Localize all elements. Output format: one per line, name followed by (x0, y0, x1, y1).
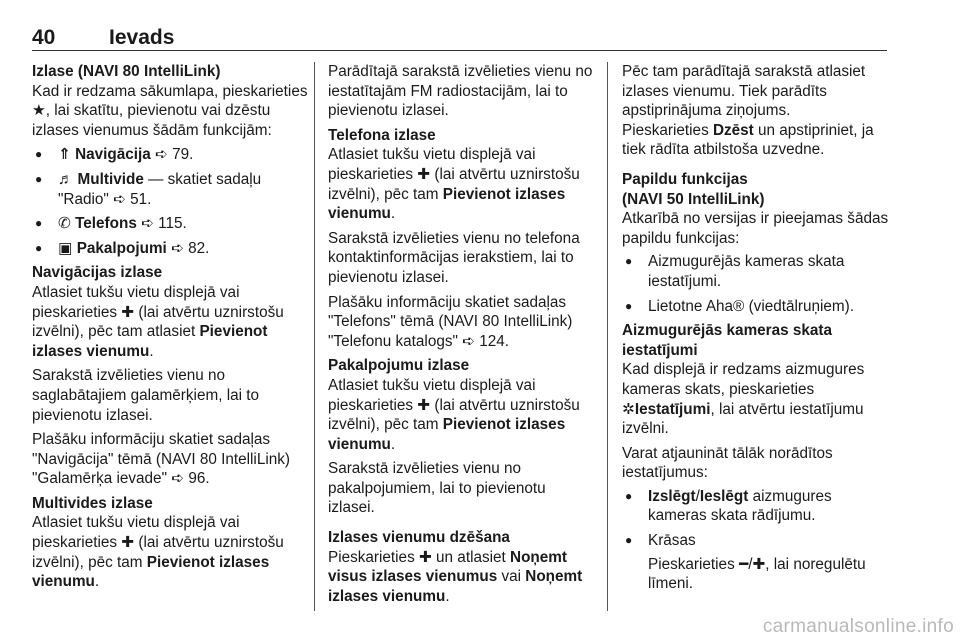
section-title-extra-1: Papildu funkcijas (622, 170, 748, 188)
list-item: ● Izslēgt/Ieslēgt aizmugures kameras skata rādījumu. (622, 487, 892, 526)
plus-icon: ✚ (121, 303, 135, 321)
confirm-paragraph-1: Pēc tam parādītajā sarakstā atlasiet izlases vienumu. Tiek parādīts apstiprinājuma ziņojums. (622, 63, 866, 120)
section-title-phone: Telefona izlase (328, 126, 436, 144)
section-title-camera-1: Aizmugurējās kameras skata (622, 322, 833, 340)
navigation-paragraph-2: Sarakstā izvēlieties vienu no saglabātajiem galamērķiem, lai to pievienotu izlasei. (32, 367, 260, 424)
camera-list (622, 487, 892, 594)
page-number: 40 (32, 26, 56, 49)
plus-icon: ✚ (752, 555, 766, 573)
plus-icon: ✚ (417, 396, 431, 414)
navigation-icon: ⇑ (58, 146, 71, 164)
page-header (32, 26, 887, 52)
navigation-paragraph-1: Atlasiet tukšu vietu displejā vai pieskarieties ✚ (lai atvērtu uznirstošu izvēlni), pēc tam atlasiet Pievienot izlases vienumu. (32, 283, 284, 360)
phone-icon: ✆ (58, 215, 71, 233)
column-1 (32, 62, 308, 592)
section-title-multimedia: Multivides izlase (32, 494, 153, 512)
minus-icon: ━ (738, 555, 749, 573)
watermark: carmanualsonline.info (762, 616, 954, 637)
column-2 (328, 62, 596, 606)
list-item: ● ♬ Multivide — skatiet sadaļu "Radio" ➪ 51. (32, 170, 308, 209)
column-3 (622, 62, 892, 599)
list-item: ● Krāsas Pieskarieties ━/✚, lai noregulētu līmeni. (622, 531, 892, 594)
delete-paragraph: Pieskarieties ✚ un atlasiet Noņemt visus izlases vienumus vai Noņemt izlases vienumu. (328, 548, 583, 605)
section-title-services: Pakalpojumu izlase (328, 357, 470, 375)
plus-icon: ✚ (417, 165, 431, 183)
section-title-navigation: Navigācijas izlase (32, 264, 163, 282)
phone-paragraph-3: Plašāku informāciju skatiet sadaļas "Telefons" tēmā (NAVI 80 IntelliLink) "Telefonu katalogs" ➪ 124. (328, 293, 573, 350)
list-item: ● Lietotne Aha® (viedtālruņiem). (622, 297, 892, 317)
services-paragraph-2: Sarakstā izvēlieties vienu no pakalpojumiem, lai to pievienotu izlasei. (328, 460, 546, 517)
extra-list (622, 252, 892, 316)
column-divider-1 (314, 62, 315, 611)
section-title-camera-2: iestatījumi (622, 341, 698, 359)
page-title: Ievads (109, 26, 175, 49)
services-icon: ▣ (58, 239, 73, 257)
gear-icon: ✲ (622, 400, 635, 418)
navigation-paragraph-3: Plašāku informāciju skatiet sadaļas "Navigācija" tēmā (NAVI 80 IntelliLink) "Galamērķa ievade" ➪ 96. (32, 431, 290, 488)
services-paragraph-1: Atlasiet tukšu vietu displejā vai pieskarieties ✚ (lai atvērtu uznirstošu izvēlni), pēc tam Pievienot izlases vienumu. (328, 376, 580, 453)
plus-icon: ✚ (418, 548, 432, 566)
phone-paragraph-2: Sarakstā izvēlieties vienu no telefona kontaktinformācijas ierakstiem, lai to pievienotu izlasei. (328, 229, 580, 286)
radio-paragraph: Parādītajā sarakstā izvēlieties vienu no iestatītajām FM radiostacijām, lai to pievienotu izlasei. (328, 63, 593, 120)
section-title-delete: Izlases vienumu dzēšana (328, 529, 510, 547)
list-item: ● ▣ Pakalpojumi ➪ 82. (32, 239, 308, 259)
extra-paragraph: Atkarībā no versijas ir pieejamas šādas papildu funkcijas: (622, 210, 889, 247)
section-title-extra-2: (NAVI 50 IntelliLink) (622, 190, 765, 208)
header-divider (32, 50, 887, 51)
multimedia-paragraph-1: Atlasiet tukšu vietu displejā vai pieskarieties ✚ (lai atvērtu uznirstošu izvēlni), pēc tam Pievienot izlases vienumu. (32, 514, 284, 591)
camera-paragraph-2: Varat atjaunināt tālāk norādītos iestatījumus: (622, 444, 833, 482)
camera-paragraph-1: Kad displejā ir redzams aizmugures kameras skats, pieskarieties ✲Iestatījumi, lai atvērtu iestatījumu izvēlni. (622, 361, 865, 438)
section-title-favorites: Izlase (NAVI 80 IntelliLink) (32, 63, 221, 80)
multimedia-icon: ♬ (58, 170, 74, 188)
favorites-list (32, 145, 308, 258)
phone-paragraph-1: Atlasiet tukšu vietu displejā vai pieskarieties ✚ (lai atvērtu uznirstošu izvēlni), pēc tam Pievienot izlases vienumu. (328, 146, 580, 223)
favorites-intro: Kad ir redzama sākumlapa, pieskarieties ★, lai skatītu, pievienotu vai dzēstu izlases vienumus šādām funkcijām: (32, 82, 308, 139)
column-divider-2 (607, 62, 608, 611)
plus-icon: ✚ (121, 534, 135, 552)
confirm-paragraph-2: Pieskarieties Dzēst un apstipriniet, ja tiek rādīta atbilstoša uzvedne. (622, 121, 874, 159)
list-item: ● ✆ Telefons ➪ 115. (32, 214, 308, 234)
list-item: ● ⇑ Navigācija ➪ 79. (32, 145, 308, 165)
star-icon: ★ (32, 102, 46, 120)
list-item: ● Aizmugurējās kameras skata iestatījumi. (622, 252, 892, 291)
